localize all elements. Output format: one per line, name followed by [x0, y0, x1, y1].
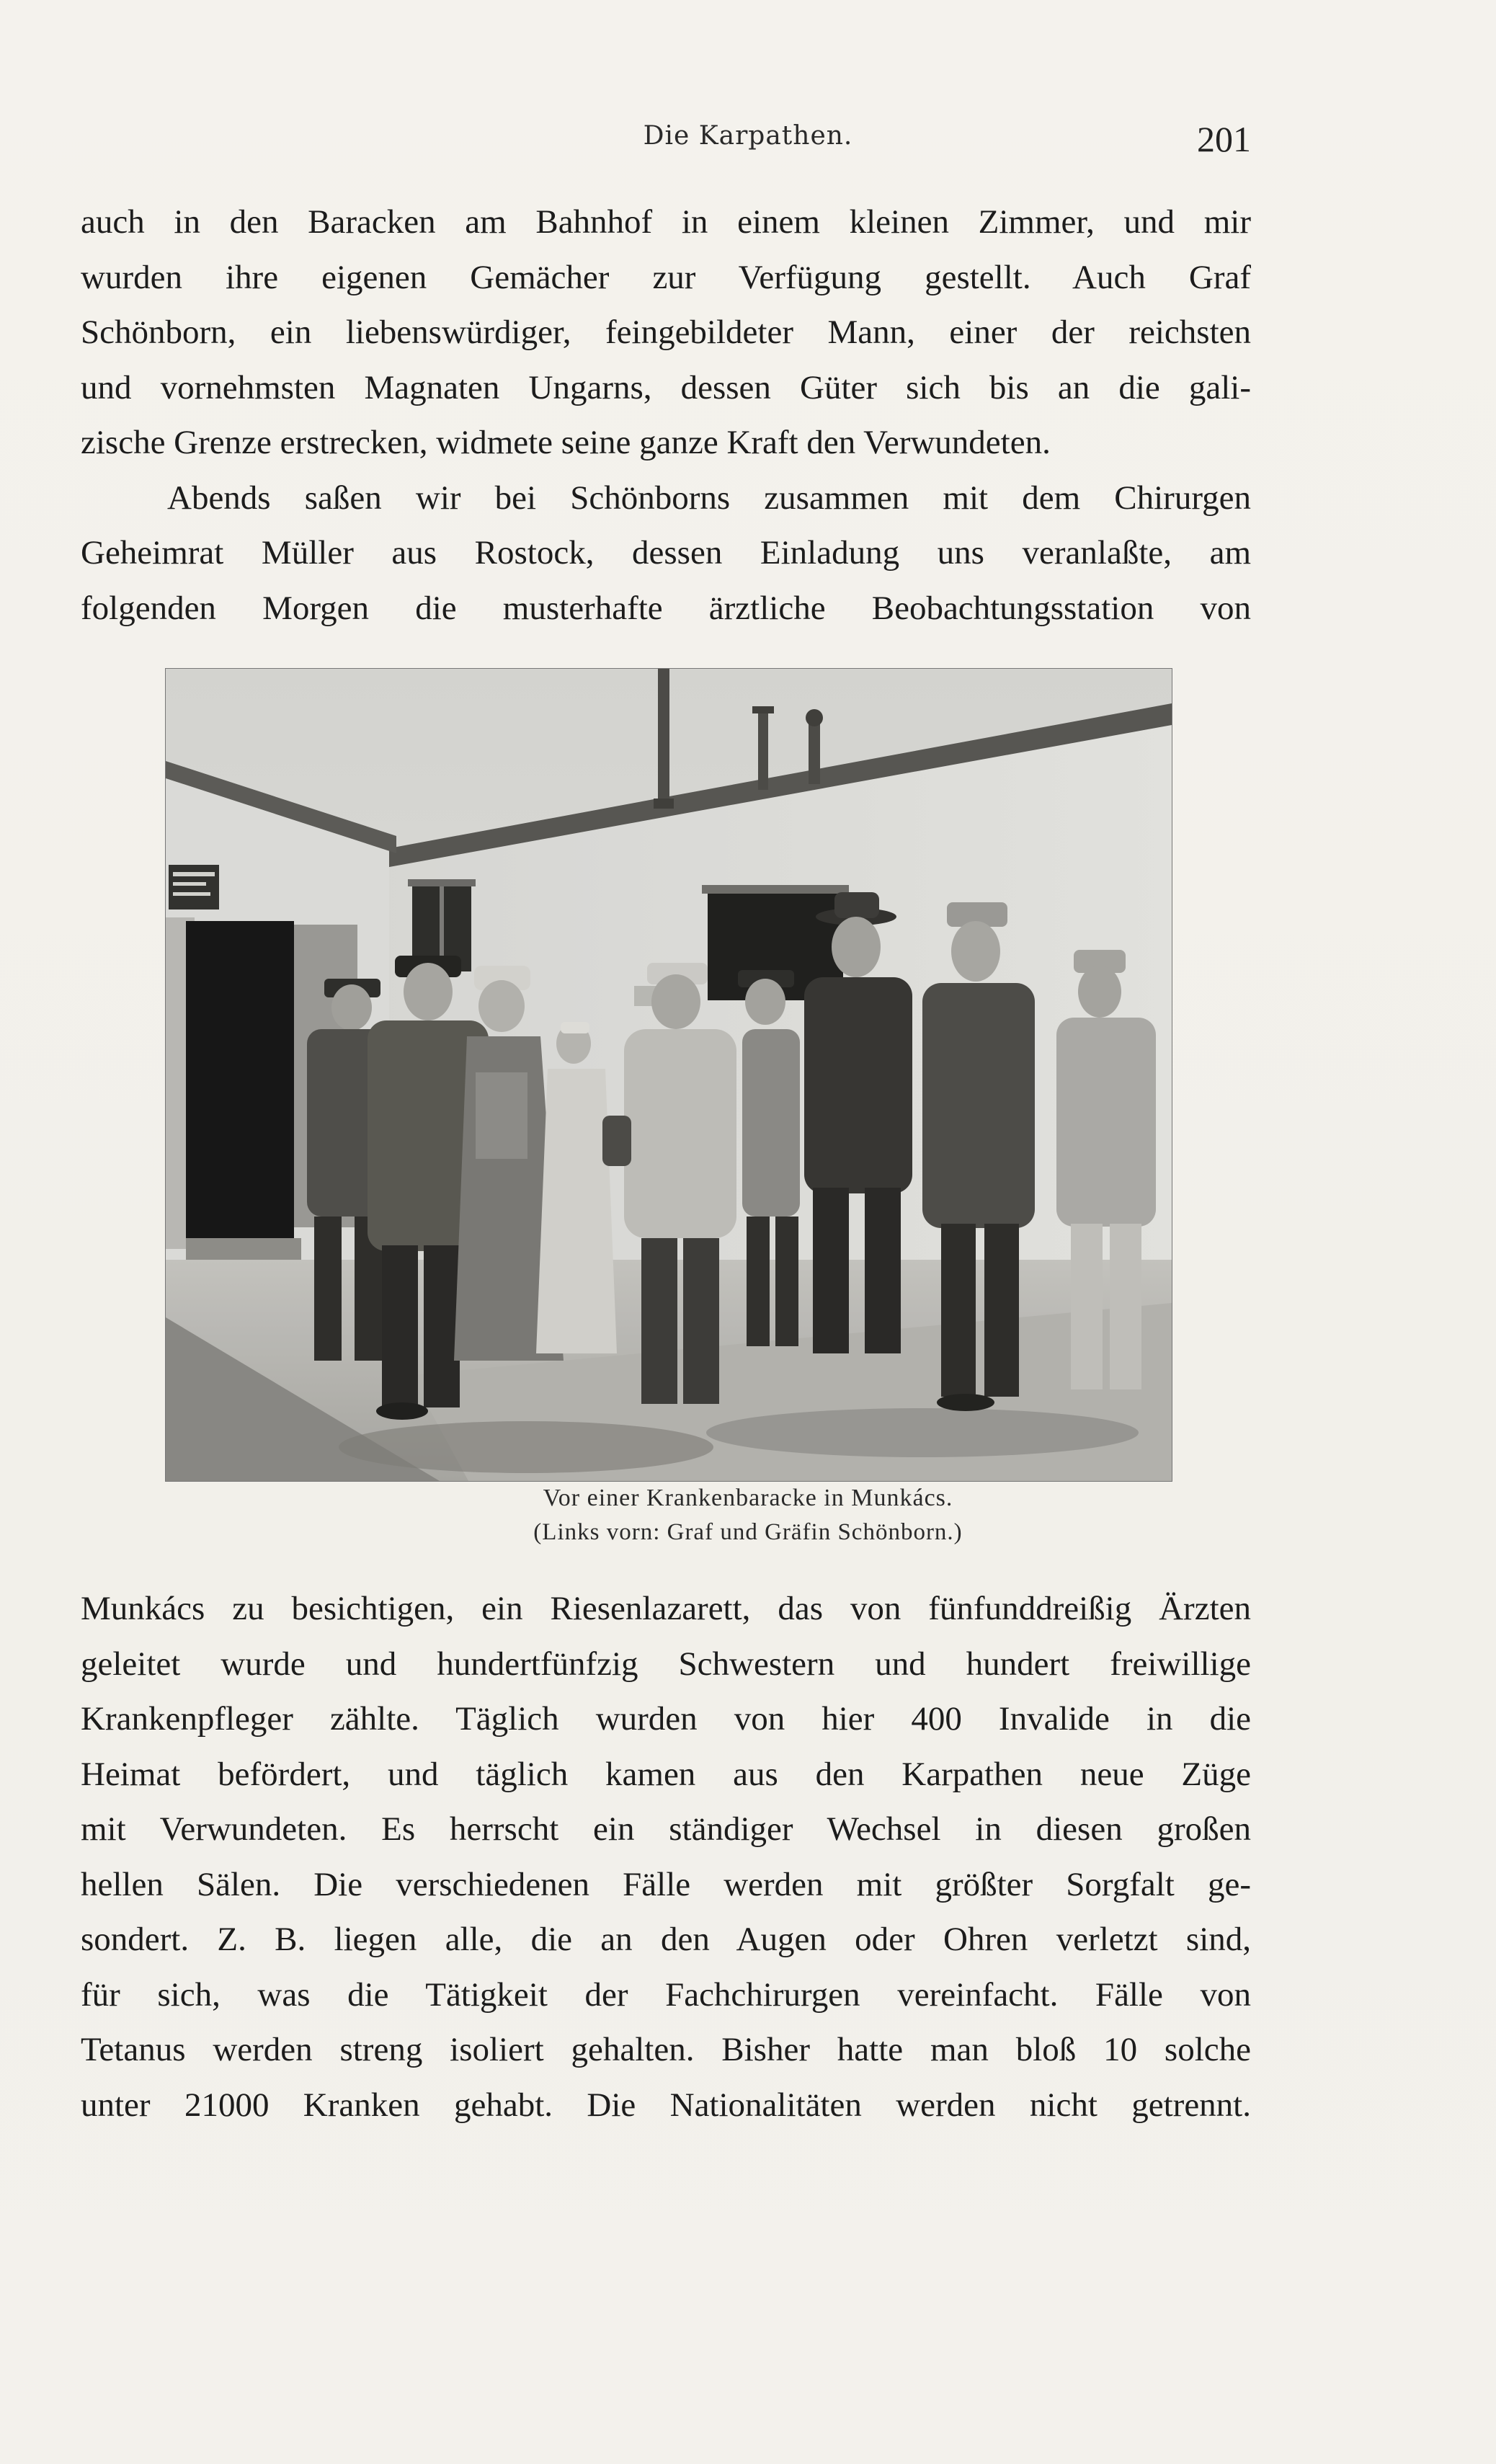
text-line: folgenden Morgen die musterhafte ärztliche Beobachtungsstation von — [81, 589, 1251, 627]
figure-caption-line1: Vor einer Krankenbaracke in Munkács. — [543, 1485, 953, 1511]
text-line: Geheimrat Müller aus Rostock, dessen Einladung uns veranlaßte, am — [81, 534, 1251, 571]
photograph-illustration — [166, 669, 1172, 1481]
text-line: wurden ihre eigenen Gemächer zur Verfügung gestellt. Auch Graf — [81, 258, 1251, 296]
text-line: Tetanus werden streng isoliert gehalten. Bisher hatte man bloß 10 solche — [81, 2031, 1251, 2068]
text-line: mit Verwundeten. Es herrscht ein ständiger Wechsel in diesen großen — [81, 1810, 1251, 1848]
text-block-bottom — [81, 1581, 1251, 2132]
text-line: hellen Sälen. Die verschiedenen Fälle werden mit größter Sorgfalt ge- — [81, 1865, 1251, 1903]
text-line: auch in den Baracken am Bahnhof in einem kleinen Zimmer, und mir — [81, 203, 1251, 241]
text-line: geleitet wurde und hundertfünfzig Schwestern und hundert freiwillige — [81, 1645, 1251, 1683]
text-line: unter 21000 Kranken gehabt. Die Nationalitäten werden nicht getrennt. — [81, 2086, 1251, 2124]
text-line: Abends saßen wir bei Schönborns zusammen mit dem Chirurgen — [167, 479, 1251, 517]
text-line: Heimat befördert, und täglich kamen aus den Karpathen neue Züge — [81, 1755, 1251, 1793]
text-line: und vornehmsten Magnaten Ungarns, dessen Güter sich bis an die gali- — [81, 368, 1251, 406]
running-title: Die Karpathen. — [643, 121, 853, 151]
text-line: Munkács zu besichtigen, ein Riesenlazarett, das von fünfunddreißig Ärzten — [81, 1590, 1251, 1627]
text-block-top — [81, 195, 1251, 636]
text-line: Krankenpfleger zählte. Täglich wurden von hier 400 Invalide in die — [81, 1700, 1251, 1738]
photograph — [165, 668, 1172, 1482]
text-line: sondert. Z. B. liegen alle, die an den Augen oder Ohren verletzt sind, — [81, 1921, 1251, 1958]
text-line: Schönborn, ein liebenswürdiger, feingebildeter Mann, einer der reichsten — [81, 313, 1251, 351]
text-line: zische Grenze erstrecken, widmete seine ganze Kraft den Verwundeten. — [81, 424, 1051, 461]
running-head — [0, 115, 1496, 159]
text-line: für sich, was die Tätigkeit der Fachchirurgen vereinfacht. Fälle von — [81, 1975, 1251, 2014]
figure-caption-line2: (Links vorn: Graf und Gräfin Schönborn.) — [533, 1519, 963, 1545]
page-number: 201 — [1197, 119, 1251, 159]
